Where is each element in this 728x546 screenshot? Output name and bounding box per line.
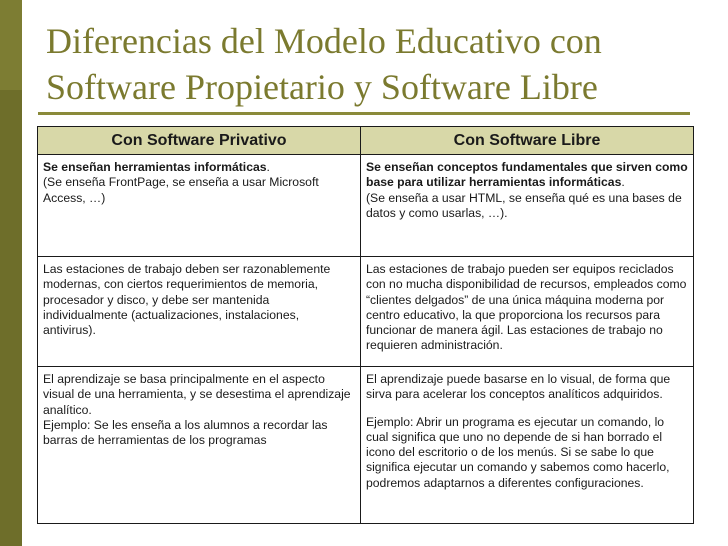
sidebar-accent-bar [0, 0, 22, 546]
cell-libre-workstations [361, 257, 694, 367]
header-privativo: Con Software Privativo [38, 127, 361, 155]
paragraph-gap [366, 403, 688, 415]
cell-example-text: Ejemplo: Se les enseña a los alumnos a recordar las barras de herramientas de los programas [43, 417, 328, 448]
cell-bold-tail: . [621, 175, 625, 190]
cell-privativo-workstations [38, 257, 361, 367]
table-row [38, 155, 694, 257]
cell-text: (Se enseña a usar HTML, se enseña qué es una bases de datos y como usarlas, …). [366, 190, 682, 220]
cell-bold-text: Se enseñan herramientas informáticas [43, 160, 267, 174]
cell-example-text: Ejemplo: Abrir un programa es ejecutar un comando, lo cual significa que uno no depende de si han borrado el icono del escritorio o de los menús. Si se sabe lo que significa ejecutar un comando y sabemos como hacerlo, podremos adaptarnos a diferentes configuraciones. [366, 414, 670, 490]
sidebar-highlight [0, 0, 22, 90]
cell-text: Las estaciones de trabajo deben ser razonablemente modernas, con ciertos requerimientos de memoria, procesador y disco, y debe ser mantenida individualmente (actualizaciones, instalaciones, antivirus). [43, 262, 331, 338]
header-libre: Con Software Libre [361, 127, 694, 155]
title-divider [38, 112, 690, 115]
table-row [38, 257, 694, 367]
cell-libre-concepts [361, 155, 694, 257]
cell-text: Las estaciones de trabajo pueden ser equipos reciclados con no mucha disponibilidad de recursos, empleados como “clientes delgados” de una única máquina moderna por centro educativo, la que proporciona los recursos para funcionar de manera ágil. Las estaciones de trabajo no requieren administración. [366, 262, 687, 353]
cell-text: El aprendizaje puede basarse en lo visual, de forma que sirva para acelerar los conceptos analíticos adquiridos. [366, 372, 671, 402]
cell-privativo-learning [38, 367, 361, 524]
cell-bold-tail: . [266, 160, 270, 174]
cell-libre-learning [361, 367, 694, 524]
table-header-row [38, 127, 694, 155]
comparison-table [37, 126, 694, 524]
table-row [38, 367, 694, 524]
cell-text: El aprendizaje se basa principalmente en el aspecto visual de una herramienta, y se desestima el aprendizaje analítico. [43, 372, 351, 417]
cell-bold-text: Se enseñan conceptos fundamentales que sirven como base para utilizar herramientas informáticas [366, 160, 688, 190]
cell-privativo-tools [38, 155, 361, 257]
slide-title: Diferencias del Modelo Educativo con Software Propietario y Software Libre [46, 21, 602, 107]
cell-text: (Se enseña FrontPage, se enseña a usar Microsoft Access, …) [43, 175, 319, 205]
